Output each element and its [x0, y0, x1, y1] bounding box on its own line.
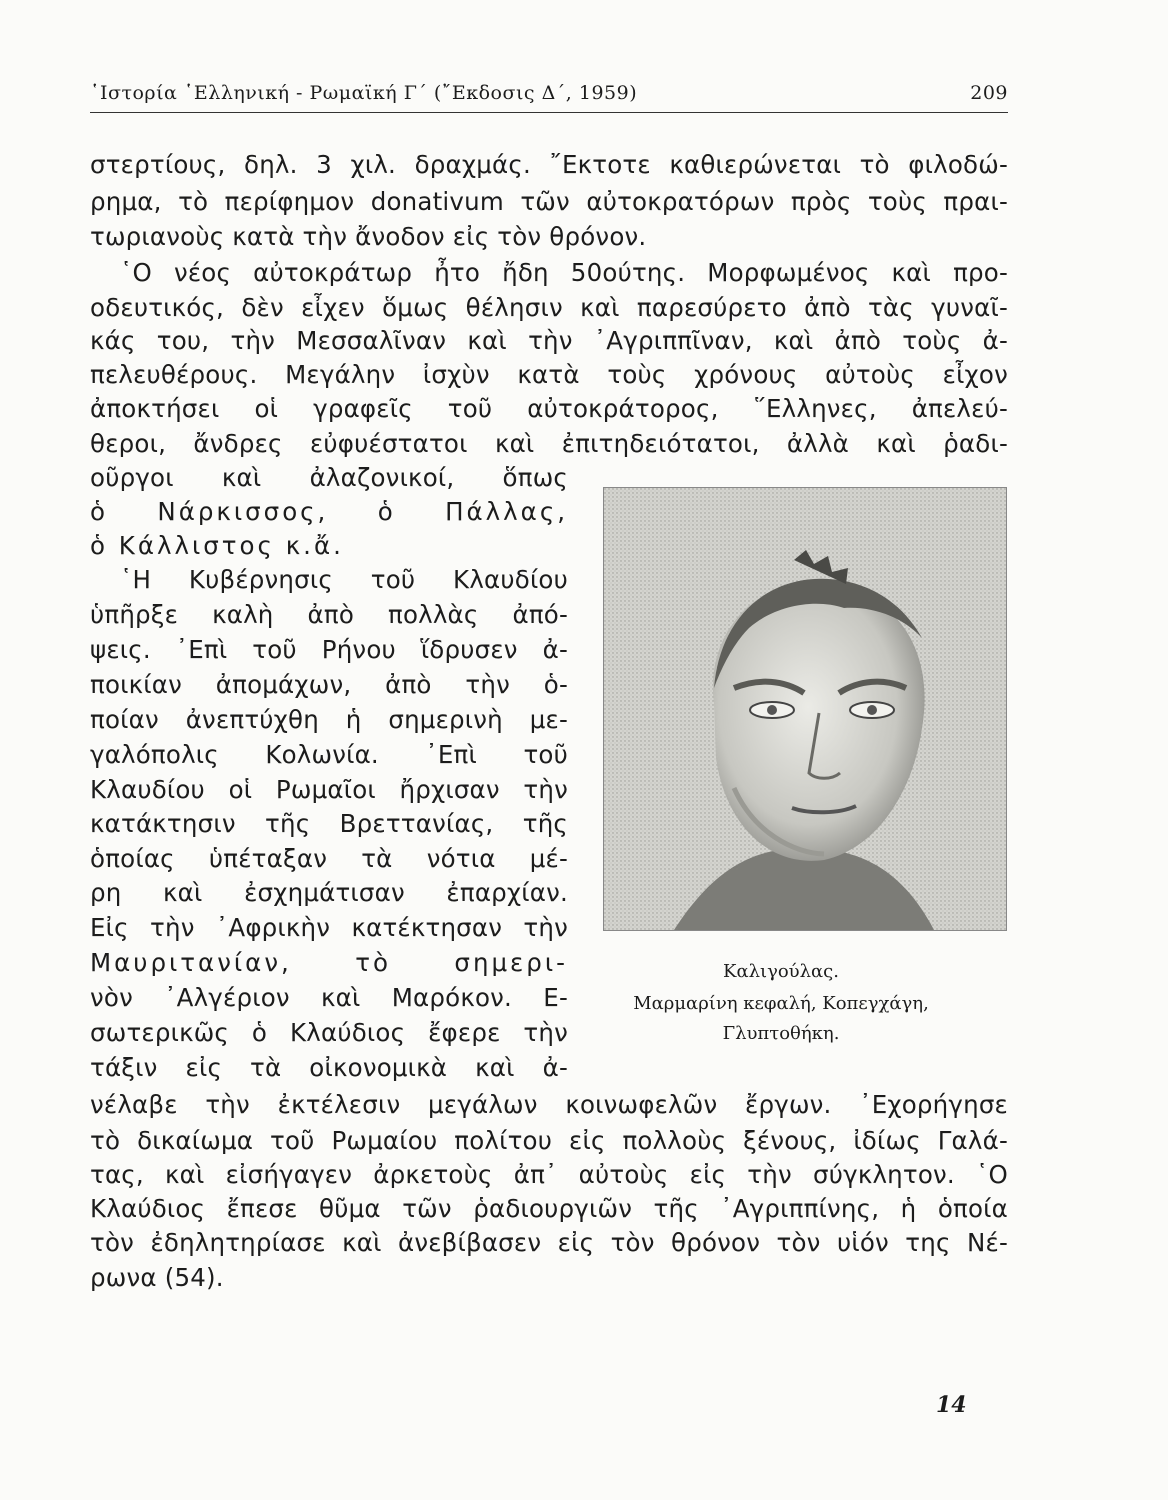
portrait-image: [603, 487, 1007, 931]
text-line: νέλαβε τὴν ἐκτέλεσιν μεγάλων κοινωφελῶν ἔργων. ᾿Εχορήγησε: [90, 1090, 1008, 1119]
text-line: νὸν ᾿Αλγέριον καὶ Μαρόκον. Ε-: [90, 983, 568, 1012]
text-line: Κλαυδίου οἱ Ρωμαῖοι ἤρχισαν τὴν: [90, 775, 568, 804]
caption-line: Μαρμαρίνη κεφαλή, Κοπεγχάγη,: [633, 993, 929, 1014]
caption-title: Καλιγούλας.: [723, 961, 839, 982]
text-line: ῾Ο νέος αὐτοκράτωρ ἦτο ἤδη 50ούτης. Μορφωμένος καὶ προ-: [120, 258, 1008, 287]
text-line: ποίαν ἀνεπτύχθη ἡ σημερινὴ με-: [90, 705, 568, 734]
header-title: ῾Ιστορία ῾Ελληνική - Ρωμαϊκή Γ΄ (῎Εκδοσις Δ΄, 1959): [90, 82, 638, 104]
text-line: ὑπῆρξε καλὴ ἀπὸ πολλὰς ἀπό-: [90, 600, 568, 629]
caption-line: Γλυπτοθήκη.: [722, 1023, 840, 1044]
text-line: ρημα, τὸ περίφημον donativum τῶν αὐτοκρατόρων πρὸς τοὺς πραι-: [90, 187, 1008, 216]
text-line: θεροι, ἄνδρες εὐφυέστατοι καὶ ἐπιτηδειότατοι, ἀλλὰ καὶ ῥαδι-: [90, 429, 1008, 458]
text-line: κατάκτησιν τῆς Βρεττανίας, τῆς: [90, 809, 568, 838]
text-line: οῦργοι καὶ ἀλαζονικοί, ὅπως: [90, 463, 568, 492]
text-line: ρη καὶ ἐσχημάτισαν ἐπαρχίαν.: [90, 878, 568, 907]
text-line: τὸν ἐδηλητηρίασε καὶ ἀνεβίβασεν εἰς τὸν θρόνον τὸν υἱόν της Νέ-: [90, 1228, 1008, 1257]
text-line: ὁ Κάλλιστος κ.ἄ.: [90, 531, 344, 560]
text-line: Εἰς τὴν ᾿Αφρικὴν κατέκτησαν τὴν: [90, 913, 568, 942]
text-line: τὸ δικαίωμα τοῦ Ρωμαίου πολίτου εἰς πολλοὺς ξένους, ἰδίως Γαλά-: [90, 1126, 1008, 1155]
text-line: Μαυριτανίαν, τὸ σημερι-: [90, 948, 568, 977]
text-line: ἀποκτήσει οἱ γραφεῖς τοῦ αὐτοκράτορος, ῞Ελληνες, ἀπελεύ-: [90, 394, 1008, 423]
text-line: πελευθέρους. Μεγάλην ἰσχὺν κατὰ τοὺς χρόνους αὐτοὺς εἶχον: [90, 360, 1008, 389]
text-line: ὁποίας ὑπέταξαν τὰ νότια μέ-: [90, 844, 568, 873]
text-line: στερτίους, δηλ. 3 χιλ. δραχμάς. ῎Εκτοτε καθιερώνεται τὸ φιλοδώ-: [90, 150, 1008, 179]
text-line: ῾Η Κυβέρνησις τοῦ Κλαυδίου: [120, 565, 568, 594]
text-line: οδευτικός, δὲν εἶχεν ὅμως θέλησιν καὶ παρεσύρετο ἀπὸ τὰς γυναῖ-: [90, 293, 1008, 322]
text-line: ποικίαν ἀπομάχων, ἀπὸ τὴν ὁ-: [90, 670, 568, 699]
text-line: ρωνα (54).: [90, 1263, 224, 1292]
text-line: ὁ Νάρκισσος, ὁ Πάλλας,: [90, 497, 568, 526]
text-line: σωτερικῶς ὁ Κλαύδιος ἔφερε τὴν: [90, 1018, 568, 1047]
text-line: ψεις. ᾿Επὶ τοῦ Ρήνου ἵδρυσεν ἀ-: [90, 635, 568, 664]
signature-mark: 14: [936, 1392, 967, 1418]
text-line: τάξιν εἰς τὰ οἰκονομικὰ καὶ ἀ-: [90, 1053, 568, 1082]
running-header: [90, 82, 1008, 113]
text-line: κάς του, τὴν Μεσσαλῖναν καὶ τὴν ᾿Αγριππῖναν, καὶ ἀπὸ τοὺς ἀ-: [90, 326, 1008, 355]
text-line: γαλόπολις Κολωνία. ᾿Επὶ τοῦ: [90, 740, 568, 769]
text-line: τωριανοὺς κατὰ τὴν ἄνοδον εἰς τὸν θρόνον.: [90, 222, 647, 251]
page-number: 209: [970, 82, 1008, 104]
text-line: τας, καὶ εἰσήγαγεν ἀρκετοὺς ἀπ᾿ αὐτοὺς εἰς τὴν σύγκλητον. ῾Ο: [90, 1160, 1008, 1189]
text-line: Κλαύδιος ἔπεσε θῦμα τῶν ῥαδιουργιῶν τῆς ᾿Αγριππίνης, ἡ ὁποία: [90, 1194, 1008, 1223]
